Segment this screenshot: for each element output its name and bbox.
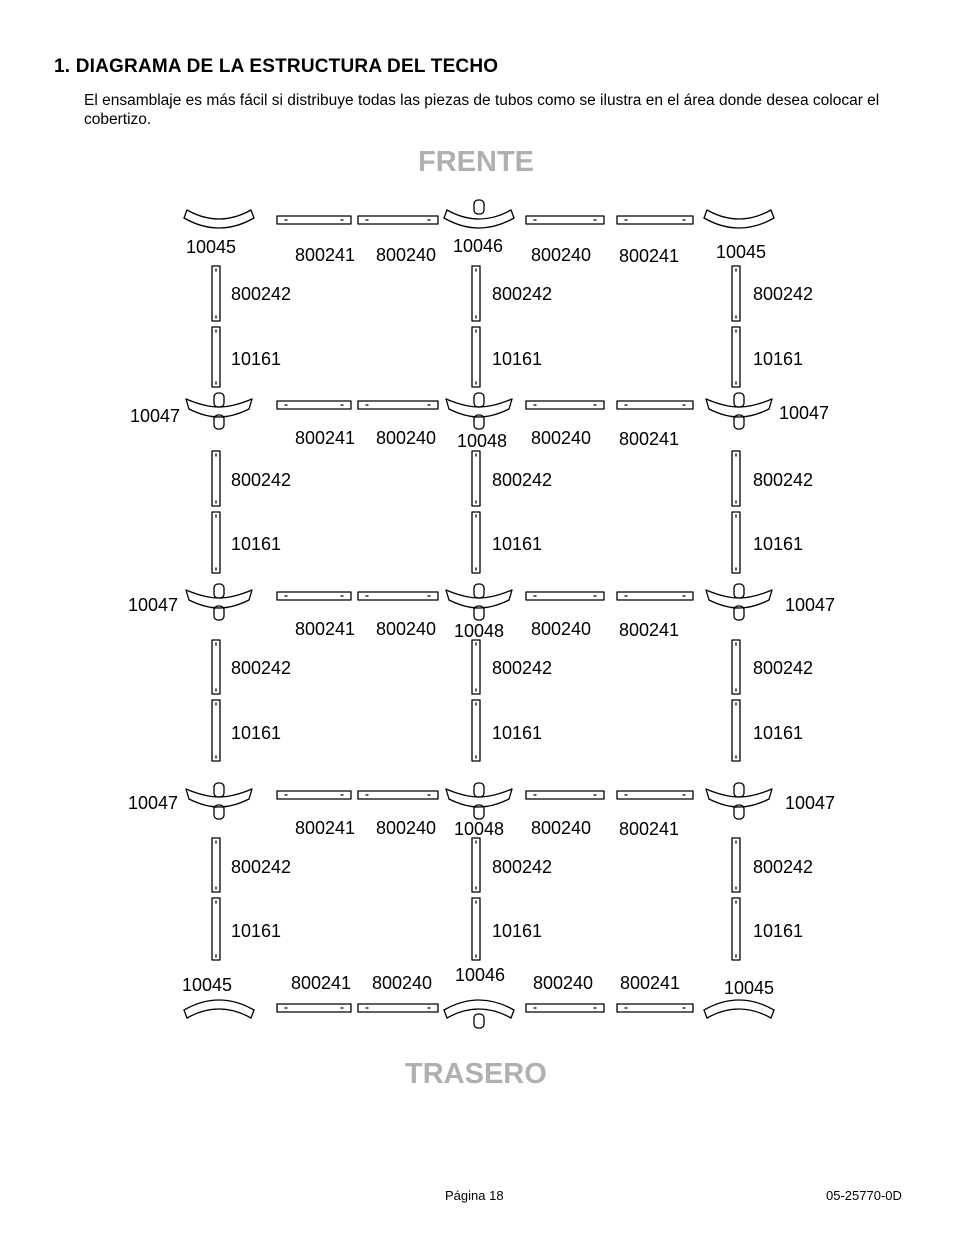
part-label: 10047 — [785, 793, 836, 813]
tube-10161 — [472, 512, 480, 573]
part-label: 800242 — [492, 470, 553, 490]
tube-800240 — [526, 401, 604, 409]
part-label: 800241 — [619, 620, 680, 640]
fitting-10047 — [706, 584, 772, 620]
fitting-10048 — [446, 584, 512, 620]
fitting-10048 — [446, 783, 512, 819]
part-label: 800242 — [231, 470, 292, 490]
tube-10161 — [212, 700, 220, 761]
tube-10161 — [472, 898, 480, 960]
part-label: 800240 — [531, 428, 592, 448]
tube-800242 — [472, 266, 480, 321]
tube-800240 — [358, 592, 438, 600]
tube-800242 — [472, 838, 480, 892]
part-label: 800241 — [291, 973, 352, 993]
tube-800242 — [212, 451, 220, 506]
tube-800241 — [277, 592, 351, 600]
tube-10161 — [472, 327, 480, 387]
part-label: 10161 — [231, 921, 282, 941]
tube-800240 — [526, 1004, 604, 1012]
part-label: 10046 — [453, 236, 504, 256]
part-label: 10046 — [455, 965, 506, 985]
page-number: Página 18 — [445, 1188, 504, 1203]
part-label: 10048 — [454, 819, 505, 839]
tube-800242 — [732, 838, 740, 892]
part-label: 800241 — [295, 619, 356, 639]
part-label: 10161 — [492, 534, 543, 554]
tube-800240 — [358, 1004, 438, 1012]
part-label: 800242 — [231, 658, 292, 678]
part-label: 800240 — [531, 818, 592, 838]
tube-800242 — [732, 640, 740, 694]
tube-800240 — [526, 791, 604, 799]
part-label: 800241 — [619, 246, 680, 266]
tube-10161 — [732, 898, 740, 960]
tube-800241 — [617, 1004, 693, 1012]
part-label: 800242 — [492, 857, 553, 877]
part-label: 10161 — [753, 534, 804, 554]
tube-800240 — [358, 216, 438, 224]
part-label: 800240 — [533, 973, 594, 993]
part-label: 800241 — [620, 973, 681, 993]
tube-800242 — [212, 640, 220, 694]
tube-10161 — [732, 700, 740, 761]
part-label: 10047 — [779, 403, 830, 423]
part-label: 10045 — [182, 975, 233, 995]
fitting-10047 — [706, 393, 772, 429]
tube-10161 — [732, 512, 740, 573]
tube-10161 — [212, 327, 220, 387]
front-label: FRENTE — [418, 146, 534, 178]
tube-10161 — [212, 898, 220, 960]
part-label: 800242 — [753, 284, 814, 304]
part-label: 800240 — [531, 245, 592, 265]
document-number: 05-25770-0D — [826, 1188, 902, 1203]
part-label: 800242 — [231, 284, 292, 304]
tube-800241 — [617, 401, 693, 409]
part-label: 10161 — [753, 921, 804, 941]
part-label: 10047 — [128, 595, 179, 615]
fitting-10047 — [186, 584, 252, 620]
part-label: 800240 — [376, 619, 437, 639]
page-title: 1. DIAGRAMA DE LA ESTRUCTURA DEL TECHO — [54, 56, 499, 77]
fitting-10045 — [184, 1000, 254, 1018]
part-label: 10161 — [753, 723, 804, 743]
fitting-10046 — [444, 1000, 514, 1028]
fitting-10045 — [704, 1000, 774, 1018]
fitting-10048 — [446, 393, 512, 429]
part-label: 10161 — [231, 723, 282, 743]
part-label: 800240 — [376, 245, 437, 265]
tube-10161 — [732, 327, 740, 387]
tube-800241 — [277, 216, 351, 224]
tube-800241 — [617, 791, 693, 799]
tube-800242 — [732, 266, 740, 321]
part-label: 10161 — [492, 349, 543, 369]
part-label: 800241 — [619, 429, 680, 449]
tube-800241 — [277, 401, 351, 409]
part-label: 10161 — [492, 723, 543, 743]
tube-10161 — [472, 700, 480, 761]
part-label: 800242 — [492, 658, 553, 678]
part-label: 10161 — [231, 534, 282, 554]
part-label: 10045 — [186, 237, 237, 257]
part-label: 10047 — [785, 595, 836, 615]
tube-800242 — [472, 640, 480, 694]
tube-10161 — [212, 512, 220, 573]
part-label: 800240 — [376, 428, 437, 448]
part-label: 800242 — [753, 658, 814, 678]
part-label: 800241 — [619, 819, 680, 839]
tube-800242 — [732, 451, 740, 506]
tube-800242 — [472, 451, 480, 506]
part-label: 10161 — [753, 349, 804, 369]
part-label: 10047 — [130, 406, 181, 426]
tube-800241 — [617, 592, 693, 600]
part-label: 10048 — [454, 621, 505, 641]
tube-800241 — [277, 791, 351, 799]
part-label: 10047 — [128, 793, 179, 813]
part-label: 800241 — [295, 818, 356, 838]
part-label: 800242 — [231, 857, 292, 877]
fitting-10046 — [444, 200, 514, 228]
part-label: 800242 — [753, 857, 814, 877]
fitting-10047 — [706, 783, 772, 819]
part-label: 800240 — [372, 973, 433, 993]
fitting-10045 — [184, 210, 254, 228]
part-label: 800241 — [295, 428, 356, 448]
part-label: 800242 — [492, 284, 553, 304]
fitting-10045 — [704, 210, 774, 228]
tube-800242 — [212, 266, 220, 321]
part-label: 10048 — [457, 431, 508, 451]
part-label: 800240 — [531, 619, 592, 639]
intro-text: El ensamblaje es más fácil si distribuye todas las piezas de tubos como se ilustra en el área donde desea colocar el cobertizo. — [84, 92, 880, 128]
tube-800240 — [358, 401, 438, 409]
fitting-10047 — [186, 393, 252, 429]
fitting-10047 — [186, 783, 252, 819]
tube-800241 — [617, 216, 693, 224]
tube-800240 — [358, 791, 438, 799]
part-label: 800242 — [753, 470, 814, 490]
part-label: 10161 — [492, 921, 543, 941]
tube-800241 — [277, 1004, 351, 1012]
part-label: 10045 — [724, 978, 775, 998]
tube-800240 — [526, 592, 604, 600]
tube-800242 — [212, 838, 220, 892]
part-label: 10161 — [231, 349, 282, 369]
tube-800240 — [526, 216, 604, 224]
part-label: 800241 — [295, 245, 356, 265]
back-label: TRASERO — [405, 1058, 547, 1090]
part-label: 800240 — [376, 818, 437, 838]
part-label: 10045 — [716, 242, 767, 262]
